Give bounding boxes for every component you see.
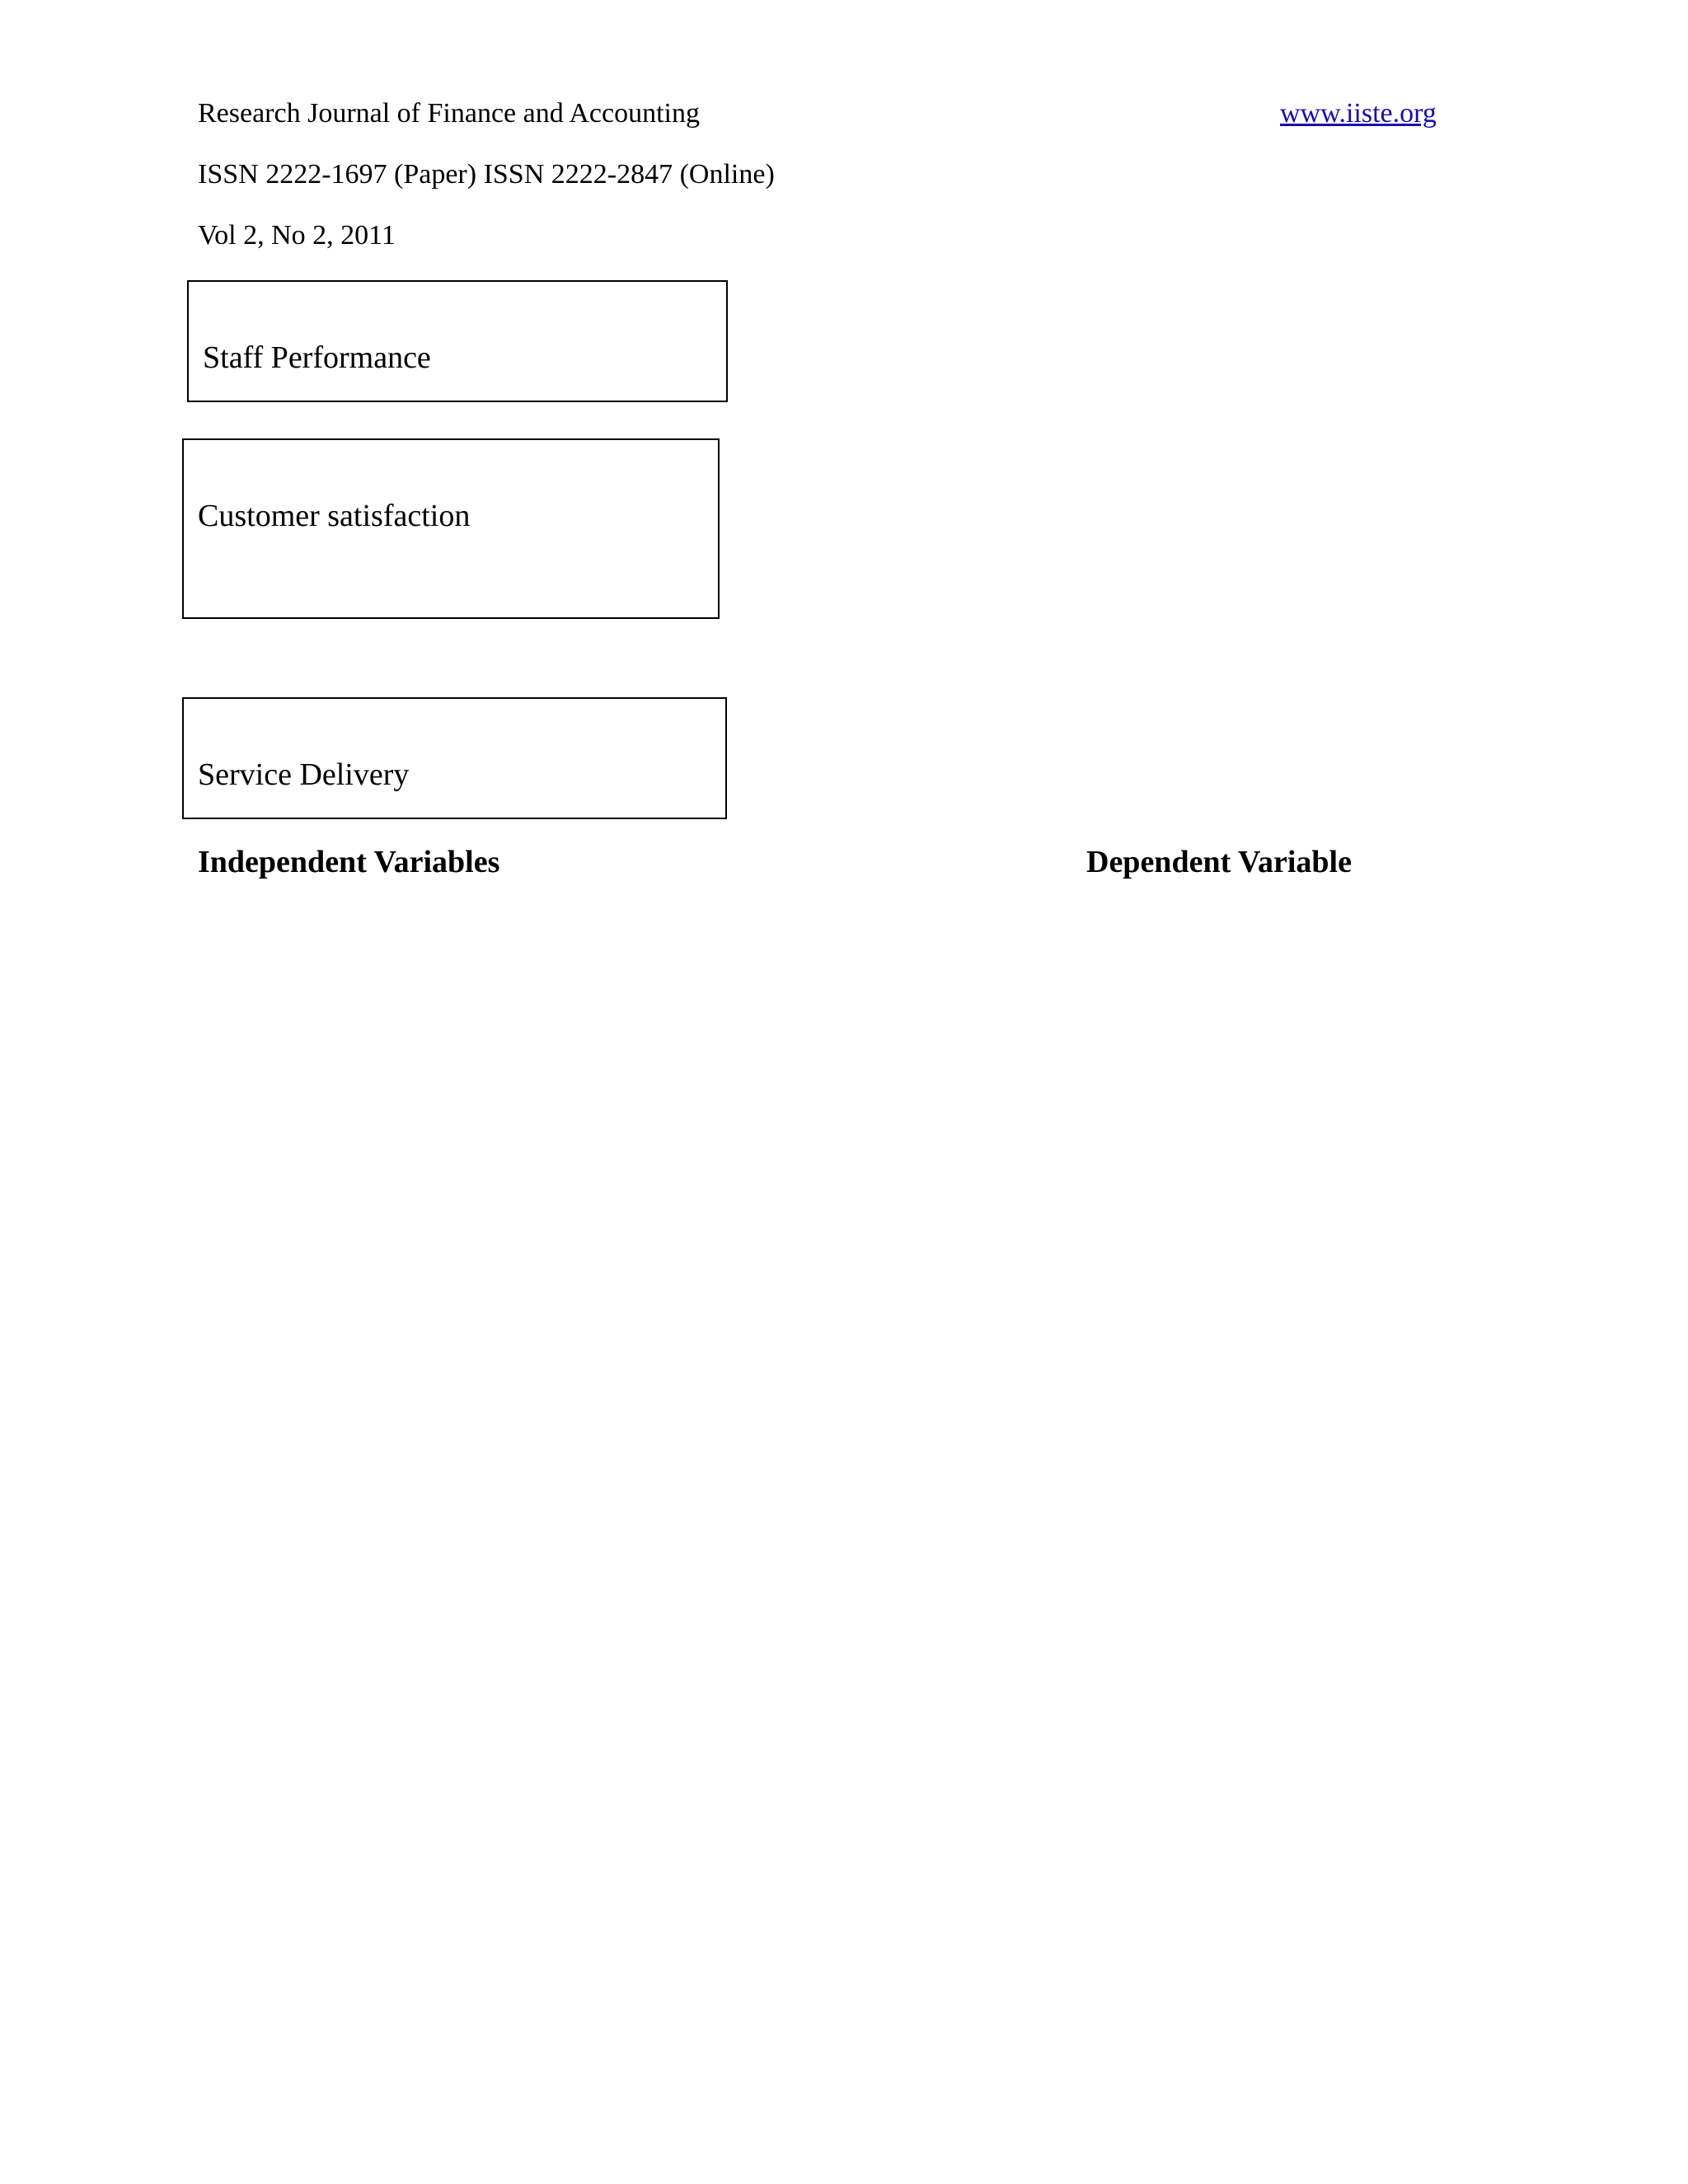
service-delivery-label: Service Delivery [198, 757, 410, 792]
customer-satisfaction-box [182, 438, 720, 619]
journal-website-link[interactable]: www.iiste.org [1280, 98, 1437, 129]
dependent-variable-label: Dependent Variable [1086, 845, 1352, 879]
independent-variables-label: Independent Variables [198, 845, 500, 879]
staff-performance-label: Staff Performance [203, 340, 431, 375]
issn-line: ISSN 2222-1697 (Paper) ISSN 2222-2847 (Online) [198, 159, 775, 190]
customer-satisfaction-label: Customer satisfaction [198, 499, 471, 533]
service-delivery-box [182, 697, 727, 819]
journal-title: Research Journal of Finance and Accounting [198, 98, 700, 129]
staff-performance-box [187, 280, 728, 402]
volume-line: Vol 2, No 2, 2011 [198, 220, 396, 251]
